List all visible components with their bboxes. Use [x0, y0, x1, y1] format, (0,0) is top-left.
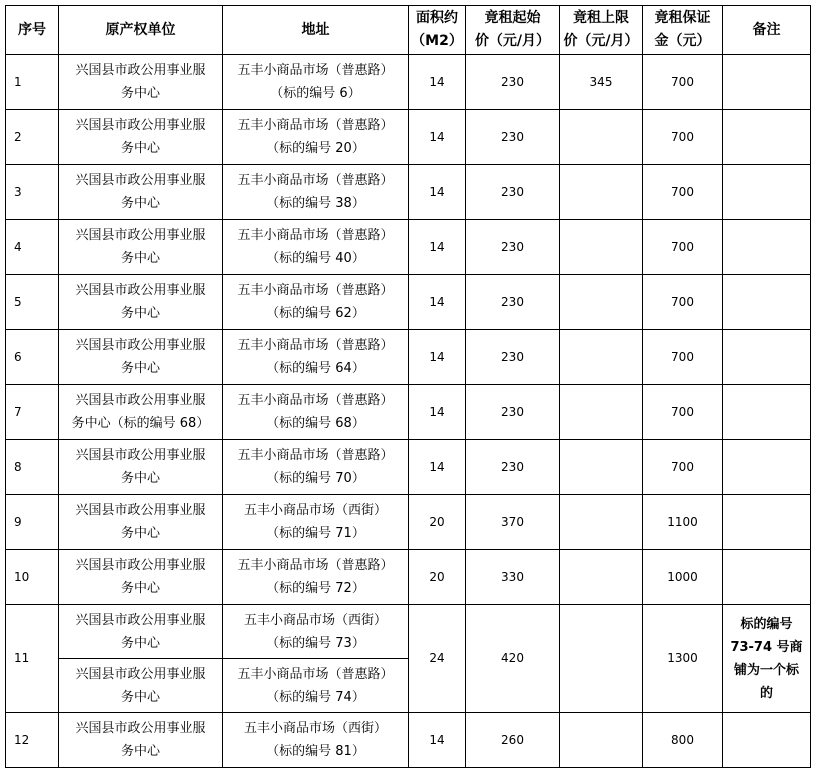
- owner-line1: 兴国县市政公用事业服: [75, 173, 206, 188]
- cell-area: 14: [409, 330, 466, 385]
- cell-cap-price: [560, 440, 643, 495]
- owner-line1: 兴国县市政公用事业服: [75, 63, 206, 78]
- cell-area: 20: [409, 550, 466, 605]
- cell-address: [223, 440, 409, 495]
- cell-seq: 11: [6, 605, 59, 713]
- cell-address: [223, 110, 409, 165]
- cell-owner: [59, 440, 223, 495]
- address-line2: （标的编号 40）: [266, 251, 365, 266]
- cell-area: 14: [409, 220, 466, 275]
- owner-line1: 兴国县市政公用事业服: [75, 448, 206, 463]
- cell-cap-price: [560, 165, 643, 220]
- address-line1: 五丰小商品市场（普惠路）: [237, 393, 394, 408]
- cell-seq: 4: [6, 220, 59, 275]
- cell-remark: [723, 495, 811, 550]
- table-row: [6, 605, 811, 659]
- table-row: [6, 495, 811, 550]
- remark-line4: 的: [759, 685, 773, 701]
- address-line2: （标的编号 6）: [270, 86, 361, 101]
- header-address: 地址: [223, 6, 409, 55]
- cell-cap-price: 345: [560, 55, 643, 110]
- cell-area: 14: [409, 275, 466, 330]
- cell-start-price: 230: [466, 275, 560, 330]
- cell-remark: [723, 713, 811, 768]
- address-line2: （标的编号 64）: [266, 361, 365, 376]
- cell-address: [223, 275, 409, 330]
- cell-remark: [723, 220, 811, 275]
- owner-line1: 兴国县市政公用事业服: [75, 721, 206, 736]
- cell-deposit: 700: [643, 55, 723, 110]
- header-cap-line1: 竟租上限: [573, 10, 629, 26]
- header-area-line1: 面积约: [416, 10, 458, 26]
- header-cap-line2: 价（元/月）: [563, 33, 639, 49]
- owner-line1: 兴国县市政公用事业服: [75, 393, 206, 408]
- cell-owner: [59, 713, 223, 768]
- cell-deposit: 700: [643, 165, 723, 220]
- cell-seq: 12: [6, 713, 59, 768]
- cell-deposit: 1100: [643, 495, 723, 550]
- cell-owner: [59, 495, 223, 550]
- cell-owner: [59, 55, 223, 110]
- address-line1: 五丰小商品市场（西街）: [243, 503, 387, 518]
- owner-line2: 务中心: [120, 581, 160, 596]
- address-line2: （标的编号 71）: [266, 526, 365, 541]
- cell-remark: [723, 385, 811, 440]
- cell-start-price: 260: [466, 713, 560, 768]
- remark-line3: 铺为一个标: [733, 662, 799, 678]
- owner-line1: 兴国县市政公用事业服: [75, 338, 206, 353]
- owner-line1: 兴国县市政公用事业服: [75, 558, 206, 573]
- cell-seq: 2: [6, 110, 59, 165]
- cell-cap-price: [560, 220, 643, 275]
- header-start-line1: 竟租起始: [484, 10, 541, 26]
- cell-address: [223, 55, 409, 110]
- cell-owner: [59, 165, 223, 220]
- cell-owner: [59, 385, 223, 440]
- cell-address: [223, 165, 409, 220]
- cell-start-price: 420: [466, 605, 560, 713]
- cell-seq: 5: [6, 275, 59, 330]
- owner-line1: 兴国县市政公用事业服: [75, 228, 206, 243]
- cell-start-price: 230: [466, 385, 560, 440]
- header-owner: 原产权单位: [59, 6, 223, 55]
- cell-cap-price: [560, 330, 643, 385]
- cell-deposit: 700: [643, 110, 723, 165]
- cell-remark: [723, 165, 811, 220]
- address-line1: 五丰小商品市场（普惠路）: [237, 228, 394, 243]
- cell-seq: 6: [6, 330, 59, 385]
- address-line2: （标的编号 81）: [266, 744, 365, 759]
- cell-owner: [59, 220, 223, 275]
- cell-remark: [723, 330, 811, 385]
- address-line1: 五丰小商品市场（普惠路）: [237, 118, 394, 133]
- owner-line2: 务中心: [120, 196, 160, 211]
- address-line2: （标的编号 62）: [266, 306, 365, 321]
- cell-remark: [723, 605, 811, 713]
- address-line2: （标的编号 20）: [266, 141, 365, 156]
- owner-line2: 务中心: [120, 86, 160, 101]
- cell-owner: [59, 550, 223, 605]
- cell-deposit: 700: [643, 330, 723, 385]
- cell-deposit: 700: [643, 275, 723, 330]
- owner-line1: 兴国县市政公用事业服: [75, 612, 206, 628]
- cell-seq: 3: [6, 165, 59, 220]
- cell-owner: [59, 659, 223, 713]
- address-line1: 五丰小商品市场（普惠路）: [237, 558, 394, 573]
- cell-cap-price: [560, 605, 643, 713]
- cell-remark: [723, 550, 811, 605]
- address-line1: 五丰小商品市场（西街）: [243, 721, 387, 736]
- cell-area: 20: [409, 495, 466, 550]
- table-row: [6, 55, 811, 110]
- cell-address: [223, 385, 409, 440]
- header-area: [409, 6, 466, 55]
- lease-table: [5, 5, 811, 768]
- remark-line1: 标的编号: [740, 616, 793, 632]
- owner-line2: 务中心: [120, 689, 160, 705]
- cell-deposit: 1300: [643, 605, 723, 713]
- owner-line2: 务中心: [120, 526, 160, 541]
- cell-remark: [723, 110, 811, 165]
- cell-deposit: 700: [643, 385, 723, 440]
- owner-line1: 兴国县市政公用事业服: [75, 503, 206, 518]
- cell-owner: [59, 275, 223, 330]
- cell-seq: 7: [6, 385, 59, 440]
- cell-deposit: 700: [643, 220, 723, 275]
- cell-area: 14: [409, 385, 466, 440]
- cell-start-price: 230: [466, 440, 560, 495]
- address-line1: 五丰小商品市场（普惠路）: [237, 283, 394, 298]
- owner-line2: 务中心: [120, 471, 160, 486]
- cell-start-price: 330: [466, 550, 560, 605]
- header-cap-price: [560, 6, 643, 55]
- owner-line2: 务中心: [120, 744, 160, 759]
- cell-cap-price: [560, 275, 643, 330]
- cell-owner: [59, 330, 223, 385]
- owner-line1: 兴国县市政公用事业服: [75, 118, 206, 133]
- address-line2: （标的编号 38）: [266, 196, 365, 211]
- cell-address: [223, 495, 409, 550]
- header-remark: 备注: [723, 6, 811, 55]
- cell-start-price: 370: [466, 495, 560, 550]
- cell-cap-price: [560, 713, 643, 768]
- address-line1: 五丰小商品市场（普惠路）: [237, 63, 394, 78]
- owner-line2: 务中心: [120, 306, 160, 321]
- cell-deposit: 700: [643, 440, 723, 495]
- cell-start-price: 230: [466, 110, 560, 165]
- table-row: [6, 165, 811, 220]
- table-row: [6, 110, 811, 165]
- address-line2: （标的编号 73）: [266, 635, 365, 651]
- cell-seq: 9: [6, 495, 59, 550]
- header-deposit-line2: 金（元）: [654, 33, 711, 49]
- address-line2: （标的编号 74）: [266, 689, 365, 705]
- cell-deposit: 800: [643, 713, 723, 768]
- header-start-line2: 价（元/月）: [474, 33, 551, 49]
- cell-cap-price: [560, 495, 643, 550]
- cell-start-price: 230: [466, 330, 560, 385]
- header-seq: 序号: [6, 6, 59, 55]
- table-row: [6, 440, 811, 495]
- owner-line1: 兴国县市政公用事业服: [75, 283, 206, 298]
- cell-area: 14: [409, 713, 466, 768]
- cell-area: 14: [409, 55, 466, 110]
- owner-line2: 务中心: [120, 251, 160, 266]
- cell-cap-price: [560, 550, 643, 605]
- cell-seq: 8: [6, 440, 59, 495]
- table-row: [6, 330, 811, 385]
- table-row: [6, 385, 811, 440]
- cell-start-price: 230: [466, 55, 560, 110]
- address-line2: （标的编号 72）: [266, 581, 365, 596]
- address-line2: （标的编号 70）: [266, 471, 365, 486]
- address-line1: 五丰小商品市场（普惠路）: [237, 173, 394, 188]
- address-line1: 五丰小商品市场（普惠路）: [237, 666, 394, 682]
- owner-line2: 务中心（标的编号 68）: [71, 416, 210, 431]
- cell-remark: [723, 275, 811, 330]
- cell-address: [223, 605, 409, 659]
- owner-line2: 务中心: [120, 635, 160, 651]
- cell-seq: 10: [6, 550, 59, 605]
- cell-area: 24: [409, 605, 466, 713]
- cell-address: [223, 330, 409, 385]
- owner-line2: 务中心: [120, 361, 160, 376]
- table-row: [6, 550, 811, 605]
- cell-cap-price: [560, 385, 643, 440]
- header-deposit: [643, 6, 723, 55]
- cell-remark: [723, 55, 811, 110]
- header-start-price: [466, 6, 560, 55]
- owner-line2: 务中心: [120, 141, 160, 156]
- cell-area: 14: [409, 165, 466, 220]
- cell-area: 14: [409, 110, 466, 165]
- cell-owner: [59, 605, 223, 659]
- address-line2: （标的编号 68）: [266, 416, 365, 431]
- owner-line1: 兴国县市政公用事业服: [75, 666, 206, 682]
- cell-start-price: 230: [466, 220, 560, 275]
- table-row: [6, 713, 811, 768]
- cell-owner: [59, 110, 223, 165]
- cell-cap-price: [560, 110, 643, 165]
- header-row: [6, 6, 811, 55]
- cell-area: 14: [409, 440, 466, 495]
- address-line1: 五丰小商品市场（普惠路）: [237, 338, 394, 353]
- cell-remark: [723, 440, 811, 495]
- cell-deposit: 1000: [643, 550, 723, 605]
- header-deposit-line1: 竟租保证: [654, 10, 711, 26]
- table-row: [6, 275, 811, 330]
- address-line1: 五丰小商品市场（西街）: [243, 612, 387, 628]
- header-area-line2: （M2）: [411, 33, 463, 49]
- remark-line2: 73-74 号商: [730, 639, 803, 655]
- cell-address: [223, 659, 409, 713]
- cell-seq: 1: [6, 55, 59, 110]
- cell-address: [223, 220, 409, 275]
- table-row: [6, 220, 811, 275]
- cell-address: [223, 713, 409, 768]
- cell-start-price: 230: [466, 165, 560, 220]
- cell-address: [223, 550, 409, 605]
- address-line1: 五丰小商品市场（普惠路）: [237, 448, 394, 463]
